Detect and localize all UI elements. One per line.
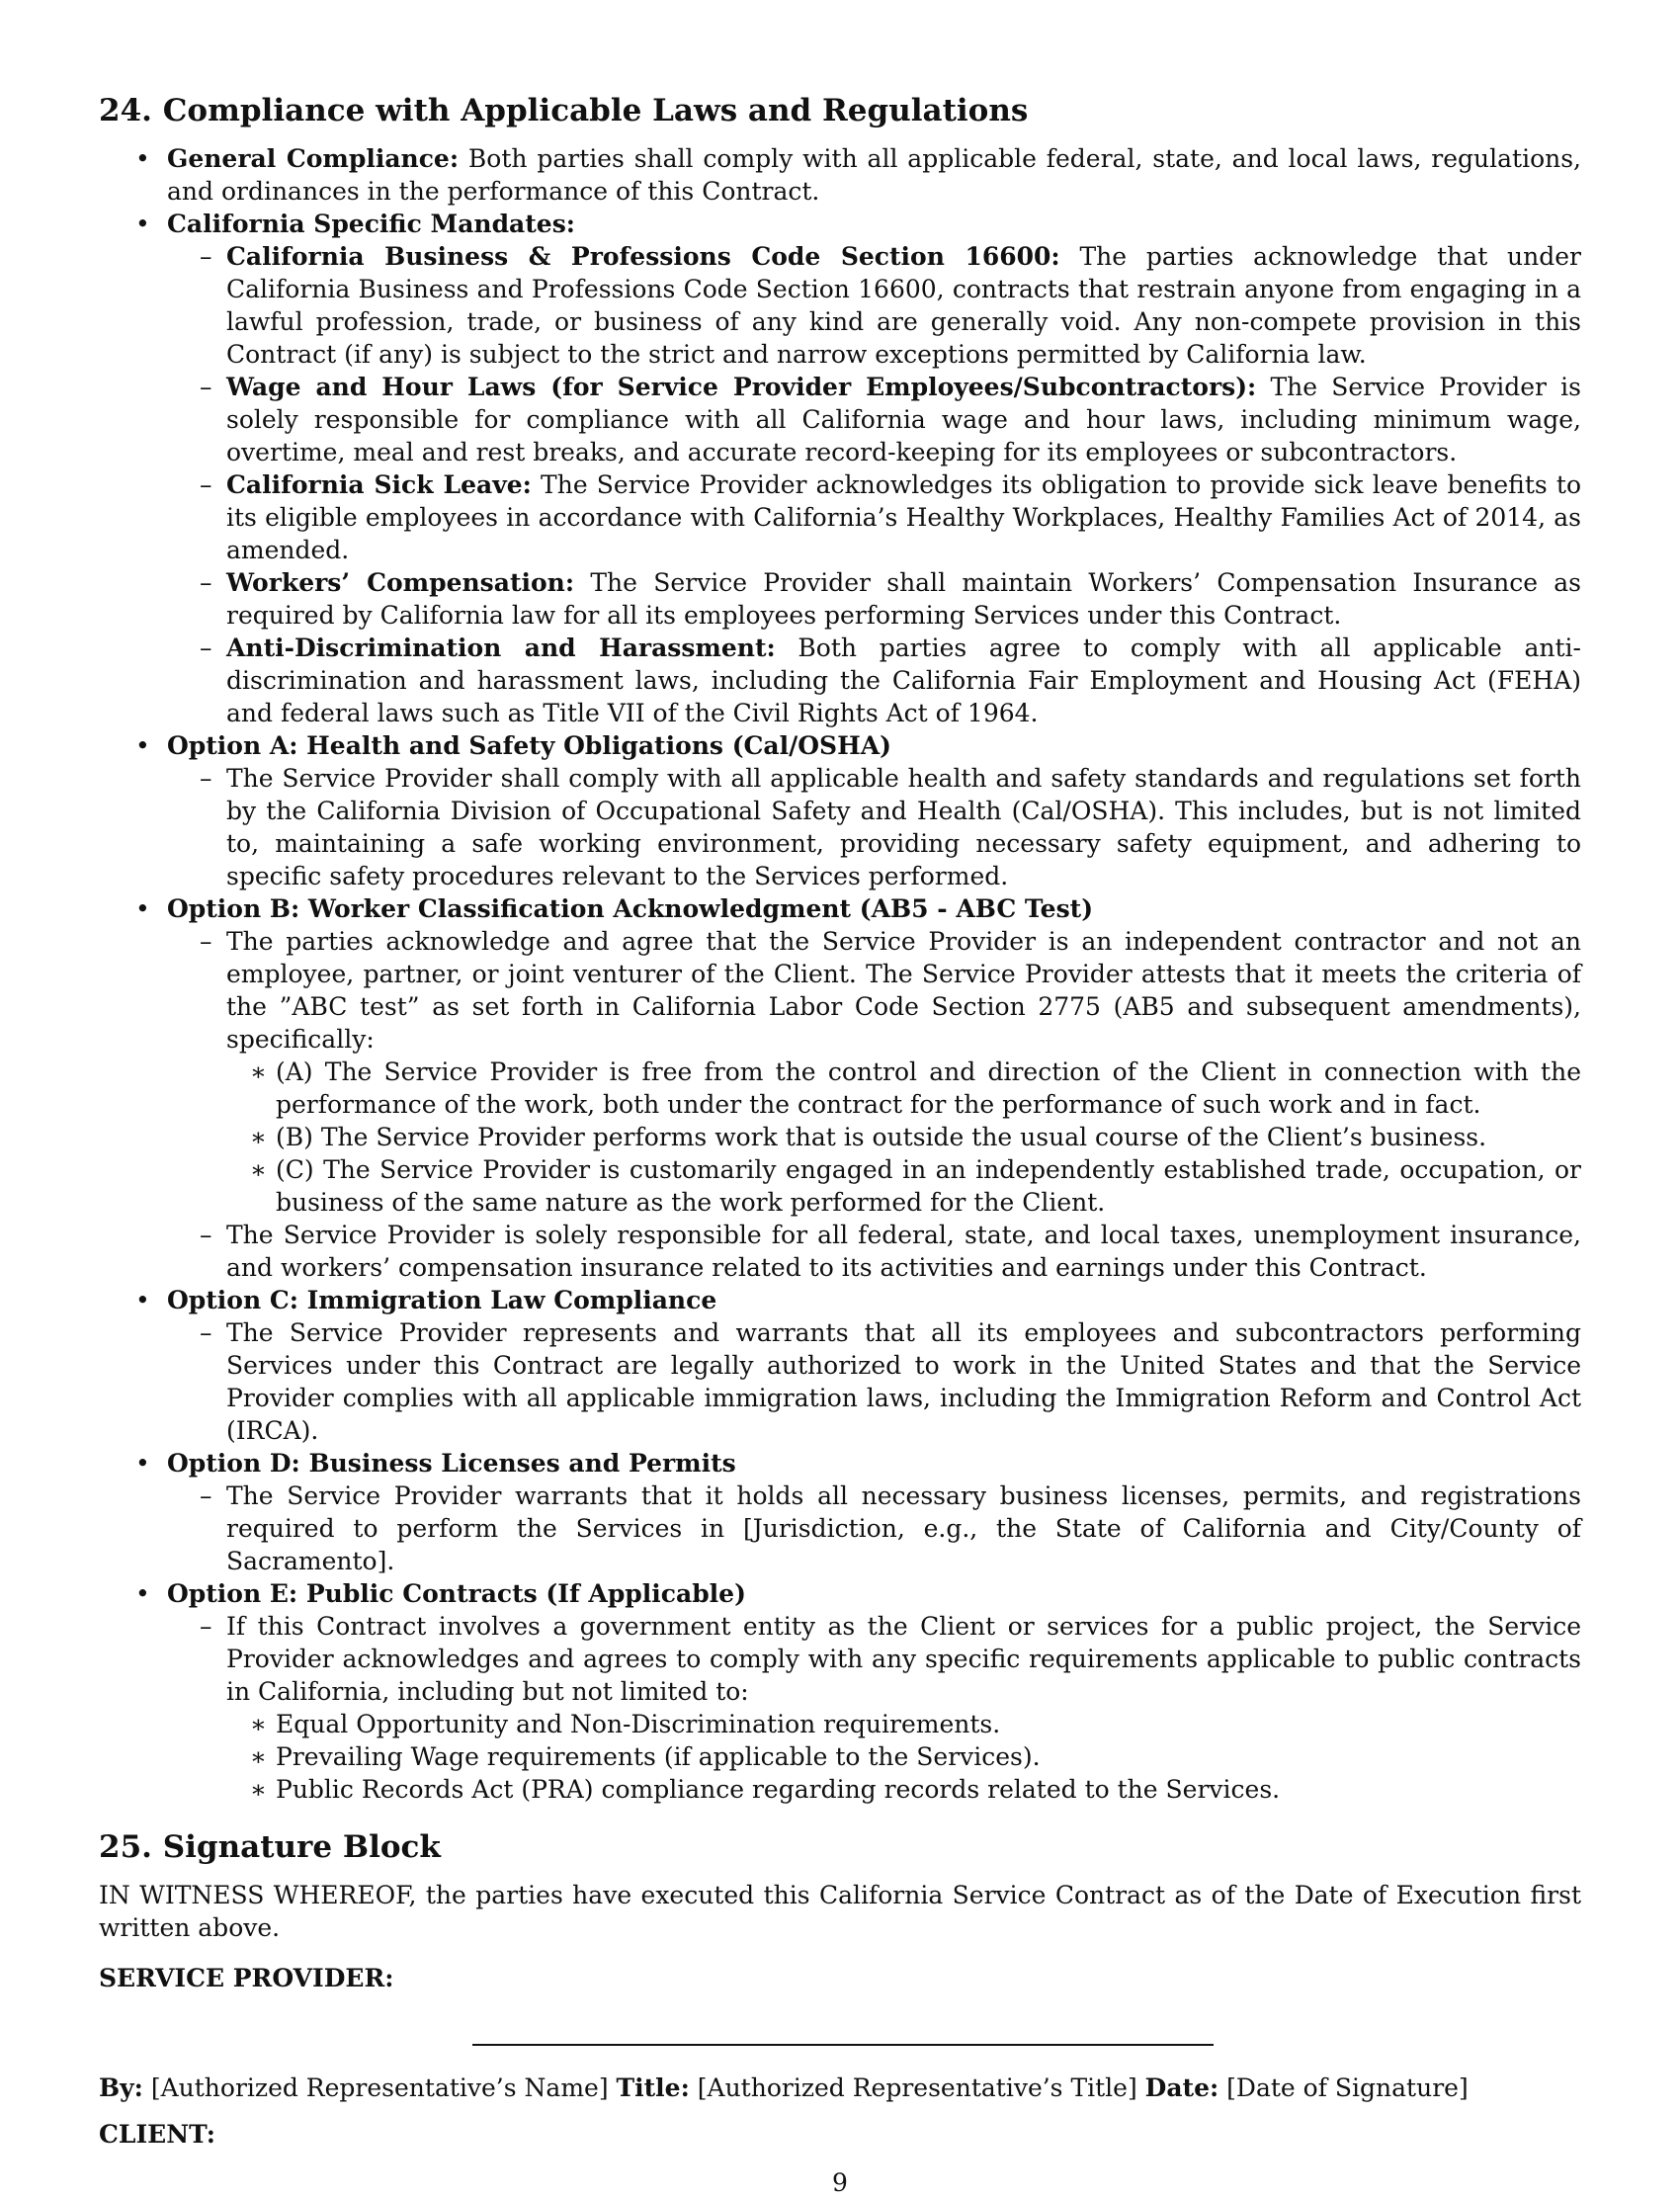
california-mandates-label: California Specific Mandates:: [167, 210, 576, 238]
list-item: – The Service Provider warrants that it holds all necessary business licenses, permits, and registrations required to perform the Services in [Jurisdiction, e.g., the State of California and City/County of Sacramento].: [167, 1480, 1581, 1577]
list-item: ∗ (B) The Service Provider performs work that is outside the usual course of the Client’s business.: [226, 1121, 1581, 1153]
list-item: – The Service Provider represents and warrants that all its employees and subcontractors performing Services under this Contract are legally authorized to work in the United States and that the Service Provider complies with all applicable immigration laws, including the Immigration Reform and Control Act (IRCA).: [167, 1316, 1581, 1447]
public-contract-requirements-list: [226, 1708, 1581, 1806]
option-a-label: Option A: Health and Safety Obligations (Cal/OSHA): [167, 731, 891, 760]
option-a-item: [99, 729, 1581, 892]
signature-details-line: [99, 2072, 1581, 2104]
option-a-list: [167, 762, 1581, 892]
general-compliance-text: Both parties shall comply with all applicable federal, state, and local laws, regulations, and ordinances in the performance of this Contract.: [167, 144, 1582, 206]
by-value: [Authorized Representative’s Name]: [142, 2073, 617, 2102]
list-item: – The Service Provider shall comply with all applicable health and safety standards and regulations set forth by the California Division of Occupational Safety and Health (Cal/OSHA). This includes, but is not limited to, maintaining a safe working environment, providing necessary safety equipment, and adhering to specific safety procedures relevant to the Services performed.: [167, 762, 1581, 892]
mandate-text: The Service Provider is solely responsible for compliance with all California wage and hour laws, including minimum wage, overtime, meal and rest breaks, and accurate record-keeping for its employees or subcontractors.: [226, 373, 1581, 466]
mandate-label: Workers’ Compensation:: [226, 568, 575, 597]
list-item: [167, 468, 1581, 566]
list-item: [167, 566, 1581, 632]
list-item: [167, 632, 1581, 729]
option-c-item: [99, 1284, 1581, 1447]
option-d-list: [167, 1480, 1581, 1577]
list-item: ∗ Public Records Act (PRA) compliance regarding records related to the Services.: [226, 1773, 1581, 1806]
option-b-label: Option B: Worker Classification Acknowledgment (AB5 - ABC Test): [167, 894, 1094, 923]
list-item: ∗ (A) The Service Provider is free from the control and direction of the Client in connection with the performance of the work, both under the contract for the performance of such work and in fact.: [226, 1056, 1581, 1121]
mandate-label: Wage and Hour Laws (for Service Provider Employees/Subcontractors):: [226, 373, 1257, 401]
section-24-list: [99, 142, 1581, 1806]
public-contracts-intro: If this Contract involves a government entity as the Client or services for a public project, the Service Provider acknowledges and agrees to comply with any specific requirements applicable to public contracts in California, including but not limited to:: [226, 1612, 1581, 1706]
general-compliance-label: General Compliance:: [167, 144, 460, 173]
mandate-text: The Service Provider shall maintain Workers’ Compensation Insurance as required by California law for all its employees performing Services under this Contract.: [226, 568, 1582, 630]
list-item: ∗ Equal Opportunity and Non-Discrimination requirements.: [226, 1708, 1581, 1740]
option-b-list: [167, 925, 1581, 1284]
document-page: [99, 91, 1581, 2151]
date-value: [Date of Signature]: [1218, 2073, 1469, 2102]
title-value: [Authorized Representative’s Title]: [689, 2073, 1145, 2102]
list-item: [167, 925, 1581, 1219]
date-label: Date:: [1144, 2073, 1219, 2102]
option-d-label: Option D: Business Licenses and Permits: [167, 1449, 736, 1478]
service-provider-label: SERVICE PROVIDER:: [99, 1964, 394, 1992]
mandate-label: Anti-Discrimination and Harassment:: [226, 634, 776, 662]
option-e-label: Option E: Public Contracts (If Applicable): [167, 1579, 746, 1608]
mandate-label: California Sick Leave:: [226, 470, 532, 499]
list-item: [167, 371, 1581, 468]
page-number: 9: [832, 2168, 848, 2197]
mandate-text: The parties acknowledge that under California Business and Professions Code Section 16600, contracts that restrain anyone from engaging in a lawful profession, trade, or business of any kind are generally void. Any non-compete provision in this Contract (if any) is subject to the strict and narrow exceptions permitted by California law.: [226, 242, 1581, 369]
mandate-text: Both parties agree to comply with all applicable anti-discrimination and harassment laws, including the California Fair Employment and Housing Act (FEHA) and federal laws such as Title VII of the Civil Rights Act of 1964.: [226, 634, 1581, 727]
option-c-label: Option C: Immigration Law Compliance: [167, 1286, 717, 1314]
mandate-text: The Service Provider acknowledges its obligation to provide sick leave benefits to its eligible employees in accordance with California’s Healthy Workplaces, Healthy Families Act of 2014, as amended.: [226, 470, 1581, 564]
option-e-list: [167, 1610, 1581, 1806]
by-label: By:: [99, 2073, 143, 2102]
option-d-item: [99, 1447, 1581, 1577]
general-compliance-item: [99, 142, 1581, 208]
abc-criteria-list: [226, 1056, 1581, 1219]
list-item: ∗ (C) The Service Provider is customarily engaged in an independently established trade, occupation, or business of the same nature as the work performed for the Client.: [226, 1153, 1581, 1219]
list-item: [167, 1610, 1581, 1806]
mandate-label: California Business & Professions Code Section 16600:: [226, 242, 1060, 271]
california-mandates-list: [167, 240, 1581, 729]
option-c-list: [167, 1316, 1581, 1447]
option-e-item: [99, 1577, 1581, 1806]
signature-line: [472, 2044, 1214, 2046]
list-item: – The Service Provider is solely responsible for all federal, state, and local taxes, unemployment insurance, and workers’ compensation insurance related to its activities and earnings under this Contract.: [167, 1219, 1581, 1284]
title-label: Title:: [616, 2073, 690, 2102]
list-item: ∗ Prevailing Wage requirements (if applicable to the Services).: [226, 1740, 1581, 1773]
abc-intro-text: The parties acknowledge and agree that the Service Provider is an independent contractor and not an employee, partner, or joint venturer of the Client. The Service Provider attests that it meets the criteria of the ”ABC test” as set forth in California Labor Code Section 2775 (AB5 and subsequent amendments), specifically:: [226, 927, 1581, 1054]
option-b-item: [99, 892, 1581, 1284]
list-item: [167, 240, 1581, 371]
witness-paragraph: IN WITNESS WHEREOF, the parties have executed this California Service Contract as of the Date of Execution first written above.: [99, 1881, 1581, 1942]
california-mandates-item: [99, 208, 1581, 729]
section-25-heading: 25. Signature Block: [99, 1829, 441, 1865]
client-label: CLIENT:: [99, 2120, 216, 2149]
section-24-heading: 24. Compliance with Applicable Laws and Regulations: [99, 93, 1029, 128]
